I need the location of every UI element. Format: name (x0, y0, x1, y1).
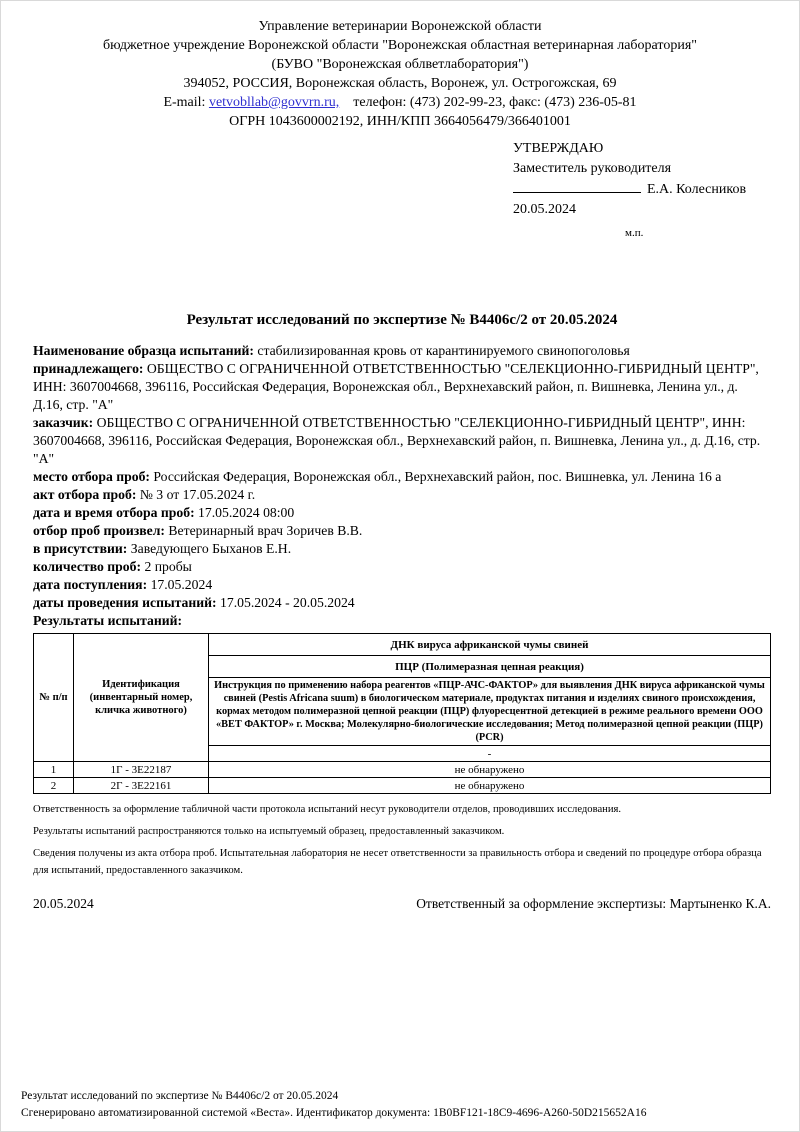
org-registration-numbers: ОГРН 1043600002192, ИНН/КПП 3664056479/366401001 (229, 114, 571, 129)
field-value: 17.05.2024 (150, 577, 213, 592)
disclaimer-notes (33, 801, 771, 879)
field-value: Ветеринарный врач Зоричев В.В. (168, 523, 363, 538)
page-footer (21, 1088, 646, 1122)
field-label: принадлежащего: (33, 361, 144, 376)
field-received-date (33, 576, 771, 594)
footer-generated-line: Сгенерировано автоматизированной системой «Веста». Идентификатор документа: 1B0BF121-18C9-4696-A260-50D215652A16 (21, 1107, 647, 1119)
field-value: 17.05.2024 08:00 (198, 505, 295, 520)
org-name-line1: Управление ветеринарии Воронежской области (258, 19, 542, 34)
results-table (33, 633, 771, 794)
field-label: место отбора проб: (33, 469, 150, 484)
email-label: E-mail: (163, 95, 206, 110)
field-sample-count (33, 558, 771, 576)
note-scope: Результаты испытаний распространяются только на испытуемый образец, предоставленный заказчиком. (33, 826, 505, 837)
field-customer (33, 414, 771, 468)
signature-row (513, 179, 746, 199)
signature-line (513, 179, 641, 193)
field-label: заказчик: (33, 415, 94, 430)
field-label: в присутствии: (33, 541, 128, 556)
signoff-row (33, 896, 771, 912)
note-sampling-info: Сведения получены из акта отбора проб. Испытательная лаборатория не несет ответственности за правильность отбора и сведений по процедуре отбора образца для испытаний, предоставленного заказчиком. (33, 848, 762, 876)
document-title: Результат исследований по экспертизе № В4406с/2 от 20.05.2024 (186, 312, 618, 328)
approval-date: 20.05.2024 (513, 202, 576, 217)
field-results-heading (33, 612, 771, 630)
document-body (33, 312, 771, 912)
method-description-cell: Инструкция по применению набора реагентов «ПЦР-АЧС-ФАКТОР» для выявления ДНК вируса африканской чумы свиней (Pestis Africana suum) в биологическом материале, продуктах питания и изделиях свиного происхождения, кормах методом полимеразной цепной реакции (ПЦР) флуоресцентной детекцией в режиме реального времени ООО «ВЕТ ФАКТОР» г. Москва; Молекулярно-биологические исследования; Метод полимеразной цепной реакции (ПЦР) (PCR) (209, 678, 771, 746)
field-value: 2 пробы (144, 559, 192, 574)
table-row (34, 778, 771, 794)
field-label: количество проб: (33, 559, 142, 574)
field-value: стабилизированная кровь от карантинируемого свинопоголовья (257, 343, 630, 358)
test-method-header: ПЦР (Полимеразная цепная реакция) (209, 656, 771, 678)
row-number-cell: 2 (34, 778, 74, 794)
field-sampling-datetime (33, 504, 771, 522)
field-label: даты проведения испытаний: (33, 595, 217, 610)
test-group-header: ДНК вируса африканской чумы свиней (209, 634, 771, 656)
field-value: Российская Федерация, Воронежская обл., Верхнехавский район, пос. Вишневка, ул. Ленина 16 а (153, 469, 722, 484)
field-label: отбор проб произвел: (33, 523, 165, 538)
field-label: дата и время отбора проб: (33, 505, 195, 520)
field-value: ОБЩЕСТВО С ОГРАНИЧЕННОЙ ОТВЕТСТВЕННОСТЬЮ "СЕЛЕКЦИОННО-ГИБРИДНЫЙ ЦЕНТР", ИНН: 3607004668, 396116, Российская Федерация, Воронежская обл., Верхнехавский район, п. Вишневка, Ленина ул., д. Д.16, стр. "А" (33, 415, 761, 466)
signoff-responsible: Ответственный за оформление экспертизы: Мартыненко К.А. (416, 896, 771, 911)
approver-name: Е.А. Колесников (647, 182, 747, 197)
field-label: Результаты испытаний: (33, 613, 183, 628)
row-id-cell: 1Г - 3Е22187 (74, 762, 209, 778)
field-sampling-act (33, 486, 771, 504)
field-value: Заведующего Быханов Е.Н. (130, 541, 292, 556)
column-header-number: № п/п (34, 634, 74, 762)
field-sampling-place (33, 468, 771, 486)
row-result-cell: не обнаружено (209, 762, 771, 778)
field-sampled-by (33, 522, 771, 540)
approval-block (513, 139, 746, 220)
field-value: 17.05.2024 - 20.05.2024 (220, 595, 355, 610)
row-result-cell: не обнаружено (209, 778, 771, 794)
footer-expertise-line: Результат исследований по экспертизе № В4406с/2 от 20.05.2024 (21, 1090, 339, 1102)
field-value: ОБЩЕСТВО С ОГРАНИЧЕННОЙ ОТВЕТСТВЕННОСТЬЮ "СЕЛЕКЦИОННО-ГИБРИДНЫЙ ЦЕНТР", ИНН: 3607004668, 396116, Российская Федерация, Воронежская обл., Верхнехавский район, п. Вишневка, Ленина ул., д. Д.16, стр. "А" (33, 361, 759, 412)
org-name-line3: (БУВО "Воронежская облветлаборатория") (271, 57, 529, 72)
field-sample-name (33, 342, 771, 360)
org-address: 394052, РОССИЯ, Воронежская область, Воронеж, ул. Острогожская, 69 (183, 76, 617, 91)
field-value: № 3 от 17.05.2024 г. (139, 487, 256, 502)
letterhead (1, 1, 799, 131)
row-number-cell: 1 (34, 762, 74, 778)
row-id-cell: 2Г - 3Е22161 (74, 778, 209, 794)
field-owner (33, 360, 771, 414)
org-contacts (1, 93, 799, 112)
norm-value-cell: - (209, 746, 771, 762)
field-label: Наименование образца испытаний: (33, 343, 254, 358)
field-label: дата поступления: (33, 577, 148, 592)
org-name-line2: бюджетное учреждение Воронежской области "Воронежская областная ветеринарная лаборатория" (103, 38, 697, 53)
signoff-date: 20.05.2024 (33, 896, 94, 911)
approver-position: Заместитель руководителя (513, 161, 672, 176)
note-responsibility: Ответственность за оформление табличной части протокола испытаний несут руководители отделов, проводивших исследования. (33, 804, 622, 815)
stamp-placeholder: м.п. (625, 227, 644, 239)
table-row (34, 762, 771, 778)
field-witness (33, 540, 771, 558)
table-header-row (34, 634, 771, 656)
phone-fax: телефон: (473) 202-99-23, факс: (473) 236-05-81 (353, 95, 637, 110)
field-testing-dates (33, 594, 771, 612)
column-header-identification: Идентификация (инвентарный номер, кличка животного) (74, 634, 209, 762)
approval-heading: УТВЕРЖДАЮ (513, 141, 604, 156)
email-link[interactable]: vetvobllab@govvrn.ru, (208, 95, 340, 110)
field-label: акт отбора проб: (33, 487, 137, 502)
